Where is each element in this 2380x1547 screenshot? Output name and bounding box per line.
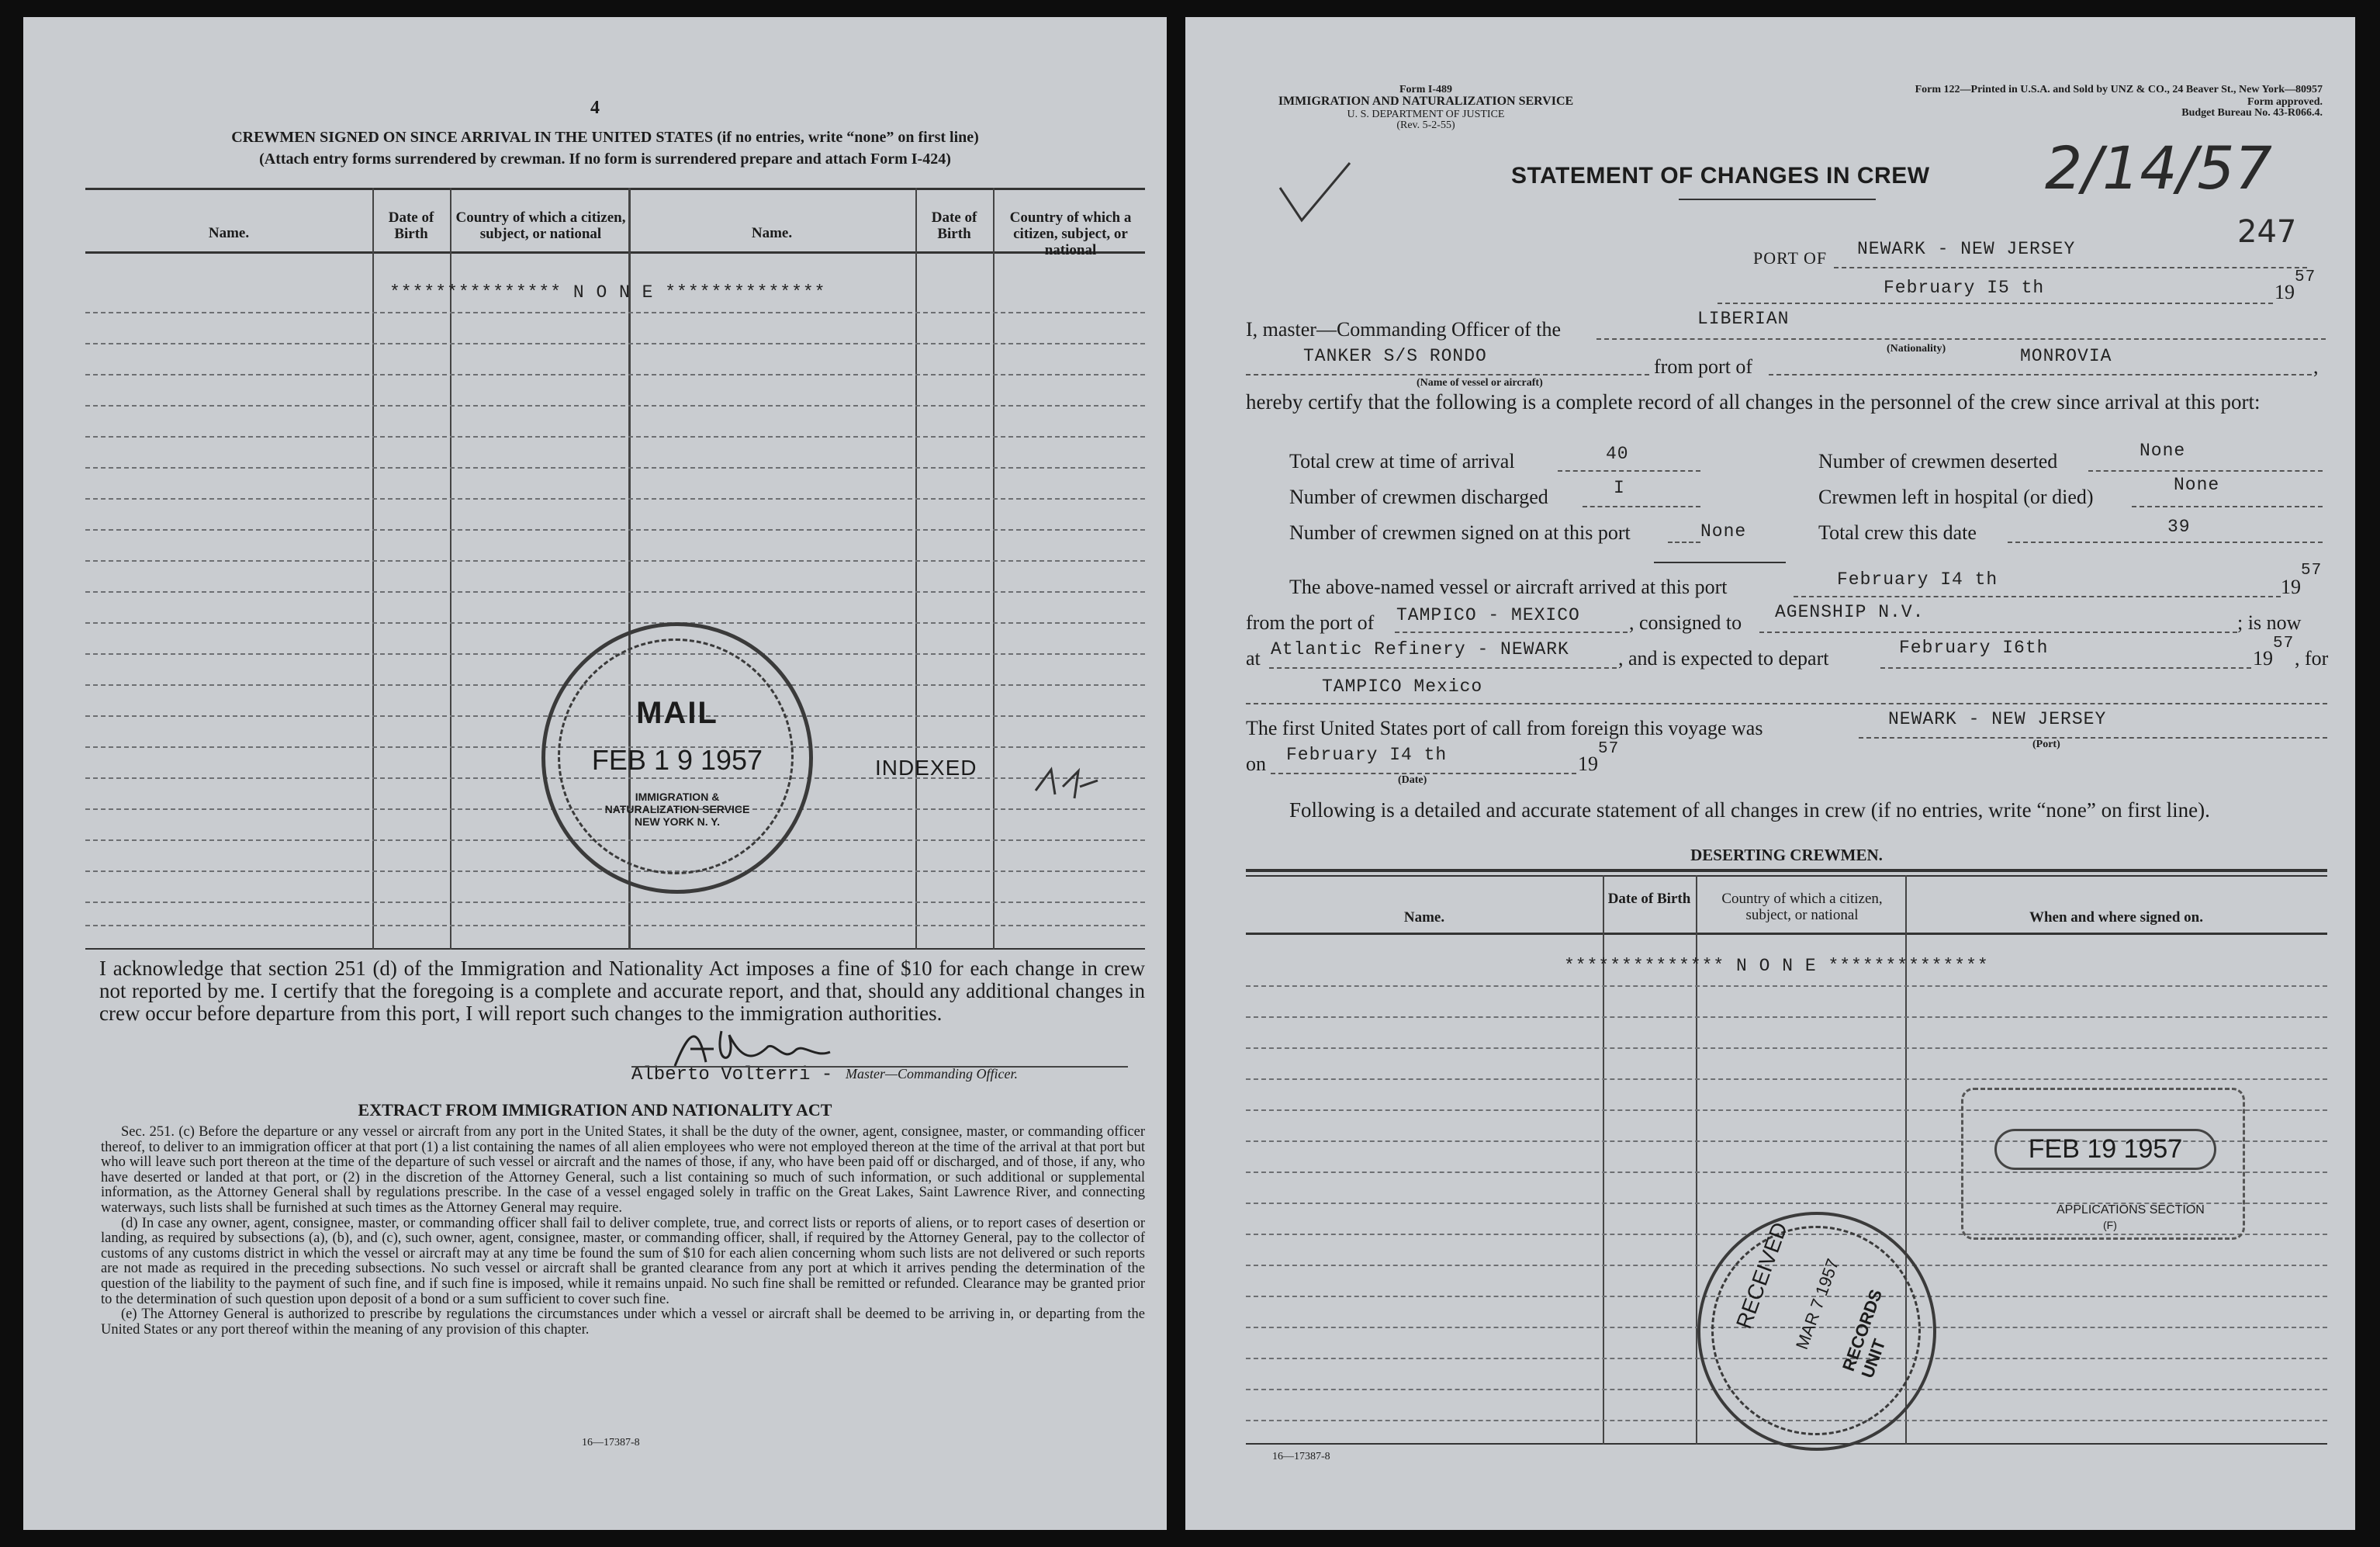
arrived-year: 57 [2301,562,2323,580]
first-port-date: February I4 th [1286,745,1448,765]
section-subtitle: (Attach entry forms surrendered by crewman. If no form is surrendered prepare and attach Form I-424) [259,151,951,168]
col-country-header: Country of which a citizen, subject, or national [455,209,626,242]
printer-line: Form 122—Printed in U.S.A. and Sold by UNZ & CO., 24 Beaver St., New York—80957 [1915,84,2323,95]
depart-date: February I6th [1899,638,2049,658]
received-stamp-date: FEB 19 1957 [1994,1129,2216,1170]
mail-received-stamp [541,622,813,894]
first-port-year: 57 [1598,740,1620,758]
extract-section-d: (d) In case any owner, agent, consignee, master, or commanding officer shall fail to deliver complete, true, and correct lists or reports of aliens, or to report cases of desertion or landing, as required by subsections (a), (b), and (c), such owner, agent, consignee, master, or commanding officer, shall, if required by the Attorney General, pay to the collector of customs of any customs district in which the vessel or aircraft may at any time be found the sum of $10 for each alien concerning whom such lists are not delivered or such reports are not made as required in the preceding subsections. No such vessel or aircraft shall be granted clearance from any port at which it arrives pending the determination of the question of the liability to the payment of such fine, and if such fine is imposed, while it remains unpaid. No such fine shall be remitted or refunded. Clearance may be granted prior to the determination of such question upon deposit of a bond or a sum sufficient to cover such fine. [101,1215,1145,1307]
acknowledgement-text: I acknowledge that section 251 (d) of the Immigration and Nationality Act imposes a fine of $10 for each change in crew not reported by me. I certify that the foregoing is a complete and accurate report, and that, should any additional changes in crew occur before departure from this port, I will report such changes to the immigration authorities. [99,957,1145,1025]
form-title: STATEMENT OF CHANGES IN CREW [1511,163,1930,189]
from-the-port-label: from the port of [1246,611,1375,634]
at-location-value: Atlantic Refinery - NEWARK [1271,639,1569,659]
arrived-label: The above-named vessel or aircraft arrived at this port [1289,576,1728,598]
col-dob-header-2: Date of Birth [931,209,977,242]
footer-code-r: 16—17387-8 [1272,1451,1330,1462]
received-stamp-section: APPLICATIONS SECTION [2057,1203,2205,1216]
handwritten-number: 247 [2237,214,2297,250]
master-label: I, master—Commanding Officer of the [1246,318,1562,341]
mail-stamp-date: FEB 1 9 1957 [591,744,763,776]
port-caption: (Port) [2032,739,2060,750]
received-stamp-letter: (F) [2103,1219,2117,1231]
indexed-initials-icon [1032,763,1102,802]
form-approved-line: Form approved. [2247,96,2323,108]
total-date-label: Total crew this date [1818,521,1977,544]
col-name-header-2: Name. [751,225,793,241]
depart-year: 57 [2273,635,2295,652]
year-prefix: 19 [2274,281,2295,303]
nationality-caption: (Nationality) [1887,343,1946,355]
department-line: U. S. DEPARTMENT OF JUSTICE [1347,109,1505,120]
col-country-header-r: Country of which a citizen, subject, or national [1721,891,1883,923]
none-entry-r: ************** N O N E ************** [1564,956,1989,976]
page-number: 4 [590,98,600,118]
agency-line: IMMIGRATION AND NATURALIZATION SERVICE [1278,95,1574,108]
following-text: Following is a detailed and accurate statement of all changes in crew (if no entries, write “none” on first line). [1289,798,2210,822]
signed-on-value: None [1700,521,1747,542]
deserting-crewmen-title: DESERTING CREWMEN. [1690,846,1883,864]
col-dob-header-r: Date of Birth [1607,891,1691,907]
total-arrival-label: Total crew at time of arrival [1289,450,1515,472]
vessel-name: TANKER S/S RONDO [1303,346,1487,366]
discharged-label: Number of crewmen discharged [1289,486,1548,508]
port-of-value: NEWARK - NEW JERSEY [1857,239,2076,259]
extract-section-c: Sec. 251. (c) Before the departure or any vessel or aircraft from any port in the United States, it shall be the duty of the owner, agent, consignee, master, or commanding officer thereof, to deliver to an immigration officer at that port (1) a list containing the names of all alien employees who were not employed thereon at the time of the arrival at that port but who will leave such port thereon at the time of the departure of such vessel or aircraft and the names of those, if any, who have been paid off or discharged, and of those, if any, who have deserted or landed at that port, or (2) in the discretion of the Attorney General, such a list containing so much of such information, or such additional or supplemental information, as the Attorney General shall by regulations prescribe. In the case of a vessel engaged solely in traffic on the Great Lakes, Saint Lawrence River, and connecting waterways, such lists shall be furnished at such times as the Attorney General may require. [101,1124,1145,1216]
none-entry: *************** N O N E ************** [389,282,826,303]
mail-stamp-label: MAIL [636,696,718,730]
col-name-header: Name. [208,225,250,241]
handwritten-date: 2/14/57 [2045,133,2272,202]
section-title: CREWMEN SIGNED ON SINCE ARRIVAL IN THE UNITED STATES (if no entries, write “none” on first line) [231,129,979,146]
signed-on-label: Number of crewmen signed on at this port [1289,521,1631,544]
deserted-label: Number of crewmen deserted [1818,450,2058,472]
vessel-caption: (Name of vessel or aircraft) [1417,377,1543,389]
right-page: Form I-489 IMMIGRATION AND NATURALIZATION SERVICE U. S. DEPARTMENT OF JUSTICE (Rev. 5-2-55) Form 122—Printed in U.S.A. and Sold by UNZ & CO., 24 Beaver St., New York—80957 Form approved. Budget Bureau No. 43-R066.4. STATEMENT OF CHANGES IN CREW 2/14/57 247 PORT OF NEWARK - NEW JERSEY February I5 th 19 57 I, master—Commanding Officer of the LIBERIAN (Nationality) TANKER S/S RONDO (Name of vessel or aircraft) from port of MONROVIA , hereby certify that the following is a complete record of all changes in the personnel of the crew since arrival at this port: Total crew at time of arrival 40 Number of crewmen deserted None Number of crewmen discharged I Crewmen left in hospital (or died) None Number of crewmen signed on at this port None Total crew this date 39 The above-named vessel or aircraft arrived at this port February I4 th 19 57 from the port of TAMPICO - MEXICO , consigned to AGENSHIP N.V. ; is now at Atlantic Refinery - NEWARK , and is expected to depart February I6th 19 57 , for TAMPICO Mexico The first United States port of call from foreign this voyage was NEWARK - NEW JERSEY (Port) on February I4 th 19 57 (Date) Following is a detailed and accurate statement of all changes in crew (if no entries, write “none” on first line). DESERTING CREWMEN. Name. Date of Birth Country of which a citizen, subject, or national When and where signed on. ************** N O N E ************** FEB 19 1957 APPLICATIONS SECTION (F) RECEIVED MAR 7 1957 RECORDS UNIT 16—17387-8 [1185,17,2355,1530]
first-port-value: NEWARK - NEW JERSEY [1888,709,2107,729]
form-number: Form I-489 [1399,84,1453,95]
discharged-value: I [1614,478,1625,498]
col-when-header-r: When and where signed on. [2029,909,2203,926]
arrived-date: February I4 th [1837,569,1998,590]
from-port-label: from port of [1654,355,1753,378]
revision-line: (Rev. 5-2-55) [1396,119,1455,131]
indexed-stamp: INDEXED [875,756,977,780]
col-dob-header: Date of Birth [388,209,434,242]
records-stamp-date: MAR 7 1957 [1792,1256,1843,1352]
extract-body [101,1125,1145,1338]
destination-value: TAMPICO Mexico [1322,677,1483,697]
consignee-value: AGENSHIP N.V. [1775,602,1925,622]
mail-stamp-org: IMMIGRATION & NATURALIZATION SERVICE NEW YORK N. Y. [604,791,750,828]
first-port-label: The first United States port of call from foreign this voyage was [1246,717,1763,739]
footer-code: 16—17387-8 [582,1437,640,1448]
from-the-port-value: TAMPICO - MEXICO [1396,605,1580,625]
records-stamp-received: RECEIVED [1731,1219,1793,1332]
checkmark-icon [1272,157,1358,227]
report-date: February I5 th [1884,278,2045,298]
hospital-value: None [2174,475,2220,495]
certify-text: hereby certify that the following is a complete record of all changes in the personnel of the crew since arrival at this port: [1246,390,2261,414]
received-stamp [1961,1088,2245,1240]
col-country-header-2: Country of which a citizen, subject, or national [1009,209,1132,258]
from-port-value: MONROVIA [2020,346,2112,366]
date-caption: (Date) [1398,774,1427,786]
total-arrival-value: 40 [1606,444,1629,464]
nationality-value: LIBERIAN [1697,309,1790,329]
signer-name: Alberto Volterri - [631,1064,833,1085]
records-stamp-unit: RECORDS UNIT [1839,1286,1890,1381]
year-suffix: 57 [2295,268,2316,286]
total-date-value: 39 [2167,517,2191,537]
left-page [23,17,1167,1530]
records-unit-stamp [1697,1212,1936,1451]
deserted-value: None [2140,441,2186,461]
port-of-label: PORT OF [1753,248,1828,268]
signer-title: Master—Commanding Officer. [846,1066,1018,1082]
hospital-label: Crewmen left in hospital (or died) [1818,486,2094,508]
extract-title: EXTRACT FROM IMMIGRATION AND NATIONALITY ACT [358,1100,832,1120]
extract-section-e: (e) The Attorney General is authorized to prescribe by regulations the circumstances under which a vessel or aircraft shall be deemed to be arriving in, or departing from the United States or any port thereof within the meaning of any provision of this chapter. [101,1306,1145,1338]
budget-bureau-line: Budget Bureau No. 43-R066.4. [2181,107,2323,119]
col-name-header-r: Name. [1403,909,1445,926]
